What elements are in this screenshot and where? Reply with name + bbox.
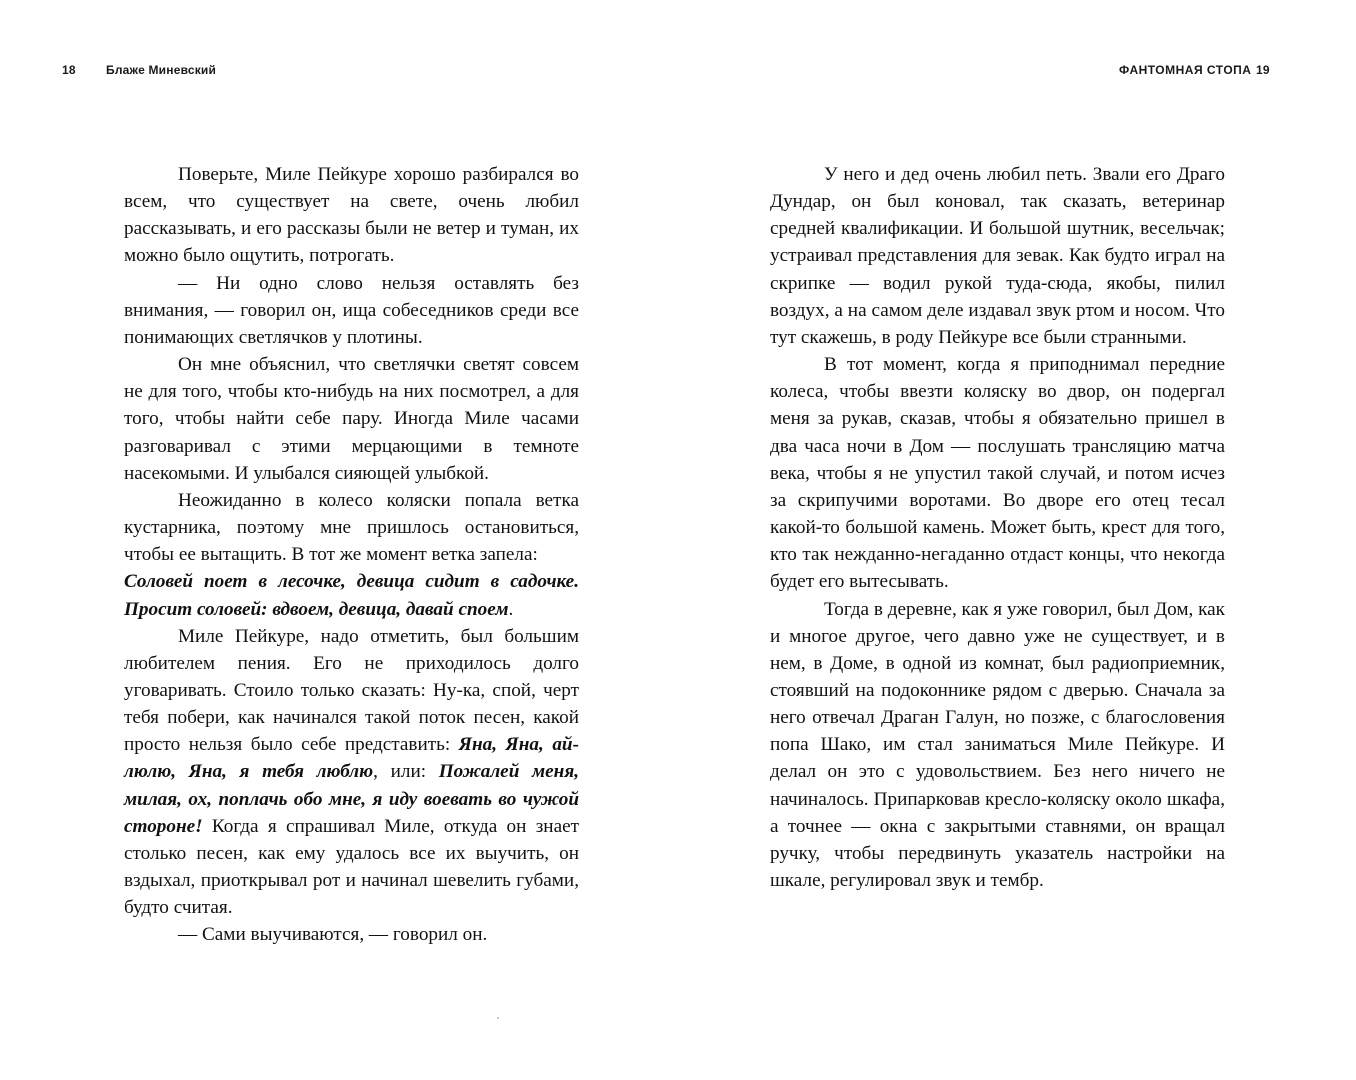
- body-text: [770, 161, 1225, 894]
- song-lyrics: Яна, Яна, ай-люлю, Яна, я тебя люблю: [124, 734, 579, 783]
- song-lyrics: Пожалей меня, милая, ох, поплачь обо мне, я иду воевать во чужой стороне!: [124, 761, 579, 837]
- right-page: [678, 0, 1356, 1080]
- paragraph: [124, 623, 579, 922]
- paragraph: Тогда в деревне, как я уже говорил, был Дом, как и многое другое, чего давно уже не существует, и в нем, в Доме, в одной из комнат, был радиоприемник, стоявший на подоконнике рядом с дверью. Сначала за него отвечал Драган Галун, но позже, с благословения попа Шако, им стал заниматься Миле Пейкуре. И делал он это с удовольствием. Без него ничего не начиналось. Припарковав кресло-коляску около шкафа, а точнее — окна с закрытыми ставнями, он вращал ручку, чтобы передвинуть указатель настройки на шкале, регулировал звук и тембр.: [770, 598, 1225, 892]
- page-number: 18: [62, 63, 76, 77]
- dialogue-paragraph: — Ни одно слово нельзя оставлять без внимания, — говорил он, ища собеседников среди все понимающих светлячков у плотины.: [124, 272, 579, 348]
- text-run: Когда я спрашивал Миле, откуда он знает столько песен, как ему удалось все их выучить, он вздыхал, приоткрывал рот и начинал шевелить губами, будто считая.: [124, 815, 579, 919]
- running-head-title: ФАНТОМНАЯ СТОПА: [1119, 63, 1252, 77]
- body-text: [124, 161, 579, 949]
- dialogue-paragraph: — Сами выучиваются, — говорил он.: [178, 924, 488, 946]
- song-paragraph: [124, 568, 579, 622]
- punctuation: .: [508, 598, 514, 620]
- text-run: Миле Пейкуре, надо отметить, был большим любителем пения. Его не приходилось долго уговаривать. Стоило только сказать: Ну-ка, спой, черт тебя побери, как начинался такой поток песен, какой просто нельзя было себе представить:: [124, 625, 579, 756]
- page-number: 19: [1256, 63, 1270, 77]
- text-run: , или:: [373, 761, 439, 783]
- paragraph: Он мне объяснил, что светлячки светят совсем не для того, чтобы кто-нибудь на них посмотрел, а для того, чтобы найти себе пару. Иногда Миле часами разговаривал с этими мерцающими в темноте насекомыми. И улыбался сияющей улыбкой.: [124, 354, 579, 484]
- print-speck: [497, 1017, 499, 1019]
- paragraph: У него и дед очень любил петь. Звали его Драго Дундар, он был коновал, так сказать, ветеринар средней квалификации. И большой шутник, весельчак; устраивал представления для зевак. Как будто играл на скрипке — водил рукой туда-сюда, якобы, пилил воздух, а на самом деле издавал звук ртом и носом. Что тут скажешь, в роду Пейкуре все были странными.: [770, 164, 1225, 348]
- running-head-author: Блаже Миневский: [106, 63, 217, 77]
- paragraph: В тот момент, когда я приподнимал передние колеса, чтобы ввезти коляску во двор, он подергал меня за рукав, сказав, чтобы я обязательно пришел в два часа ночи в Дом — послушать трансляцию матча века, чтобы я не упустил такой случай, и потом исчез за скрипучими воротами. Во дворе его отец тесал какой-то большой камень. Может быть, крест для того, кто так нежданно-негаданно отдаст концы, что некогда будет его вытесывать.: [770, 354, 1225, 593]
- paragraph: Поверьте, Миле Пейкуре хорошо разбирался во всем, что существует на свете, очень любил рассказывать, и его рассказы были не ветер и туман, их можно было ощутить, потрогать.: [124, 164, 579, 267]
- paragraph: Неожиданно в колесо коляски попала ветка кустарника, поэтому мне пришлось остановиться, чтобы ее вытащить. В тот же момент ветка запела:: [124, 489, 579, 566]
- song-lyrics: Соловей поет в лесочке, девица сидит в садочке. Просит соловей: вдвоем, девица, давай споем: [124, 571, 579, 620]
